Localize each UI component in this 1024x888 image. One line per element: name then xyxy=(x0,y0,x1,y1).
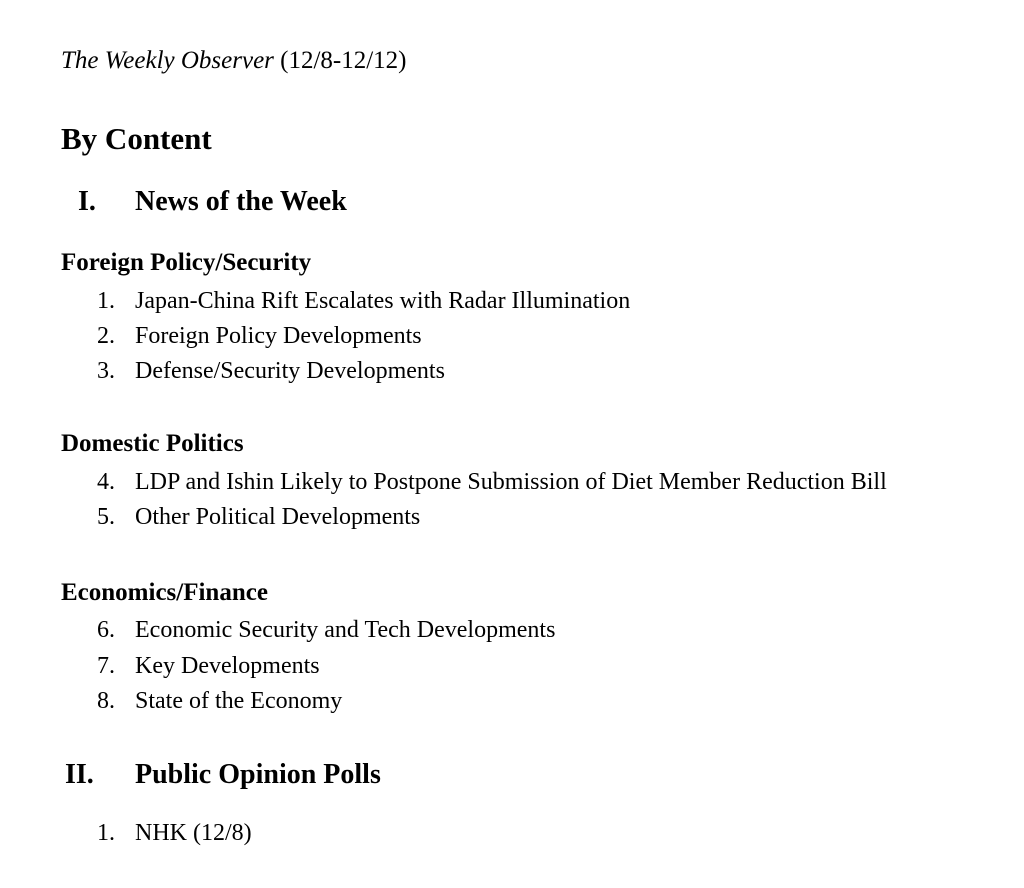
list-item-text: NHK (12/8) xyxy=(135,820,252,846)
list-item-text: Key Developments xyxy=(135,653,320,679)
publication-name: The Weekly Observer xyxy=(61,47,274,74)
list-item[interactable] xyxy=(97,466,887,498)
list-item-number: 7. xyxy=(97,653,115,679)
section-heading-economics-finance: Economics/Finance xyxy=(61,579,268,606)
list-item-text: LDP and Ishin Likely to Postpone Submission of Diet Member Reduction Bill xyxy=(135,469,887,495)
page-heading: By Content xyxy=(61,121,212,156)
list-item-text: State of the Economy xyxy=(135,688,343,714)
publication-header xyxy=(61,44,407,78)
list-item-number: 6. xyxy=(97,617,115,643)
list-item-text: Other Political Developments xyxy=(135,504,421,530)
list-item[interactable] xyxy=(97,285,630,317)
list-item[interactable] xyxy=(97,650,320,682)
list-item-number: 1. xyxy=(97,288,115,314)
list-item[interactable] xyxy=(97,685,342,717)
list-item[interactable] xyxy=(97,614,555,646)
list-item-number: 3. xyxy=(97,358,115,384)
list-item-text: Economic Security and Tech Developments xyxy=(135,617,556,643)
list-item[interactable] xyxy=(97,817,252,849)
part-title: Public Opinion Polls xyxy=(135,759,381,790)
list-item-text: Defense/Security Developments xyxy=(135,358,445,384)
list-item[interactable] xyxy=(97,355,445,387)
list-item-text: Japan-China Rift Escalates with Radar Illumination xyxy=(135,288,631,314)
part-numeral: II. xyxy=(65,759,94,790)
list-item[interactable] xyxy=(97,501,420,533)
section-heading-foreign-policy: Foreign Policy/Security xyxy=(61,249,312,276)
list-item-number: 4. xyxy=(97,469,115,495)
list-item-number: 2. xyxy=(97,323,115,349)
list-item-number: 5. xyxy=(97,504,115,530)
date-range: (12/8-12/12) xyxy=(273,47,407,74)
list-item-number: 8. xyxy=(97,688,115,714)
list-item-number: 1. xyxy=(97,820,115,846)
list-item-text: Foreign Policy Developments xyxy=(135,323,422,349)
list-item[interactable] xyxy=(97,320,422,352)
part-title: News of the Week xyxy=(135,186,347,217)
part-numeral: I. xyxy=(78,186,96,217)
section-heading-domestic-politics: Domestic Politics xyxy=(61,430,244,457)
